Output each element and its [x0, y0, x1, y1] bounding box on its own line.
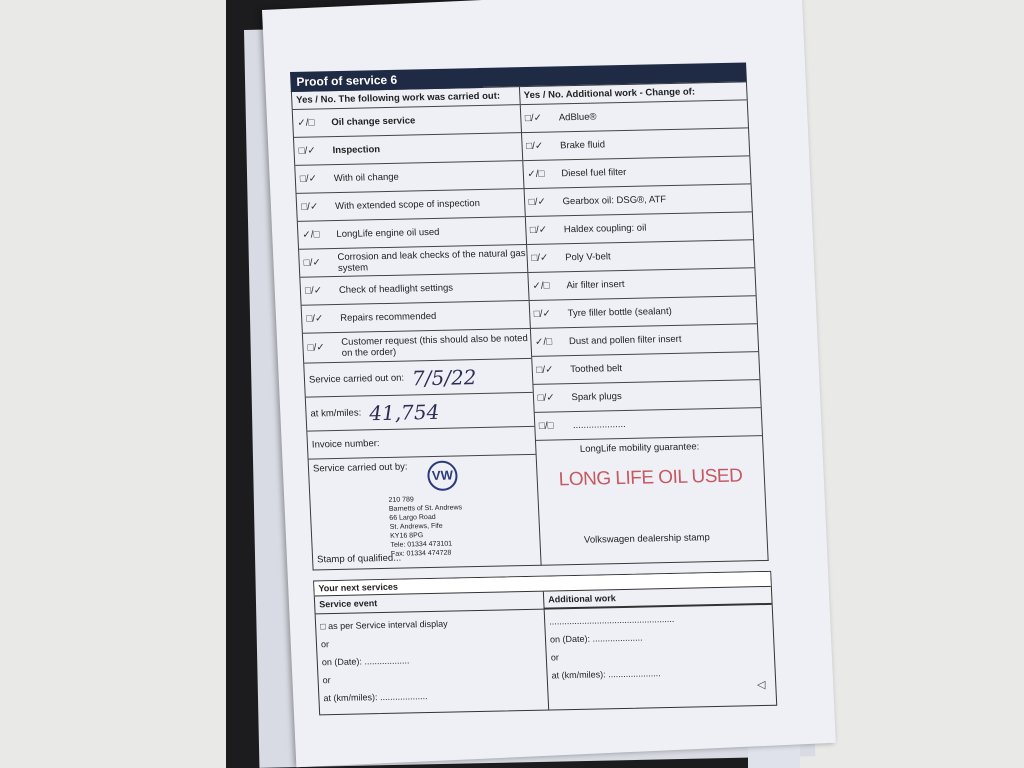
next-service-line: □ as per Service interval display: [319, 618, 448, 632]
right-header: Yes / No. Additional work - Change of:: [519, 82, 746, 105]
left-row-label: Oil change service: [331, 115, 416, 129]
right-row-label: Diesel fuel filter: [561, 166, 627, 180]
stamp-line: St. Andrews, Fife: [389, 522, 443, 531]
left-row-label: LongLife engine oil used: [336, 226, 440, 241]
dealership-stamp-label: Volkswagen dealership stamp: [583, 532, 710, 546]
additional-work-header: Additional work: [543, 587, 772, 610]
yes-no-checkbox[interactable]: ✓/□: [302, 229, 320, 241]
next-services-box: [313, 571, 777, 715]
stamp-line: 66 Largo Road: [389, 513, 436, 522]
right-row-label: Dust and pollen filter insert: [568, 333, 682, 348]
right-row-label: Poly V-belt: [564, 251, 611, 264]
mobility-cell: [535, 436, 767, 551]
stamp-line: Tele: 01334 473101: [390, 540, 453, 549]
right-row-label: Air filter insert: [566, 278, 625, 292]
yes-no-checkbox[interactable]: □/✓: [300, 201, 319, 213]
left-column: [291, 87, 540, 570]
yes-no-checkbox[interactable]: □/✓: [299, 173, 318, 185]
km-row: [306, 393, 534, 432]
vw-logo-icon: VW: [427, 460, 458, 491]
page-turn-arrow-icon: ◁: [757, 679, 766, 691]
yes-no-checkbox[interactable]: □/✓: [298, 145, 317, 157]
background-right: [800, 0, 1024, 768]
service-event-header: Service event: [315, 592, 544, 615]
stamp-line: Barnetts of St. Andrews: [388, 504, 463, 513]
left-row-label: Inspection: [332, 144, 381, 157]
yes-no-checkbox[interactable]: □/□: [538, 420, 554, 432]
right-row-label: Gearbox oil: DSG®, ATF: [562, 194, 667, 208]
stamp-qualified-label: Stamp of qualified...: [316, 552, 402, 566]
carried-out-by-label: Service carried out by:: [312, 461, 408, 475]
service-date-value: 7/5/22: [411, 364, 477, 390]
right-row-label: Brake fluid: [559, 139, 606, 152]
service-table: [291, 81, 769, 570]
dealer-stamp: [388, 494, 464, 558]
long-life-stamp: LONG LIFE OIL USED: [558, 465, 743, 491]
yes-no-checkbox[interactable]: □/✓: [537, 392, 556, 404]
next-service-line: at (km/miles): ...................: [323, 691, 428, 704]
km-label: at km/miles:: [310, 407, 362, 420]
yes-no-checkbox[interactable]: □/✓: [528, 196, 547, 208]
right-row-label: Spark plugs: [571, 391, 622, 404]
yes-no-checkbox[interactable]: ✓/□: [532, 280, 550, 292]
stamp-line: KY16 8PG: [390, 532, 424, 540]
next-service-line: at (km/miles): .....................: [551, 668, 661, 681]
yes-no-checkbox[interactable]: □/✓: [536, 364, 554, 376]
background-left: [0, 0, 226, 768]
next-service-line: on (Date): ..................: [321, 655, 410, 668]
right-row-label: AdBlue®: [558, 111, 597, 124]
mobility-label: LongLife mobility guarantee:: [579, 441, 700, 455]
proof-of-service-form: [290, 62, 775, 715]
service-event-cell: [316, 610, 549, 715]
yes-no-checkbox[interactable]: □/✓: [305, 313, 324, 325]
yes-no-checkbox[interactable]: □/✓: [524, 112, 543, 125]
service-date-row: [304, 359, 532, 398]
next-services-title: Your next services: [314, 572, 771, 597]
right-row-label: Haldex coupling: oil: [563, 222, 647, 236]
invoice-label: Invoice number:: [311, 438, 380, 451]
yes-no-checkbox[interactable]: ✓/□: [297, 117, 315, 129]
yes-no-checkbox[interactable]: ✓/□: [527, 168, 545, 181]
right-row-label: ....................: [572, 418, 626, 432]
left-header: Yes / No. The following work was carried out:: [292, 87, 519, 110]
service-date-label: Service carried out on:: [308, 372, 405, 386]
right-row-label: Toothed belt: [570, 363, 623, 376]
yes-no-checkbox[interactable]: ✓/□: [534, 336, 553, 348]
next-service-line: on (Date): ....................: [549, 632, 643, 645]
yes-no-checkbox[interactable]: □/✓: [525, 140, 544, 153]
stamp-line: Fax: 01334 474728: [390, 549, 452, 558]
right-row-label: Tyre filler bottle (sealant): [567, 305, 673, 320]
next-service-line: or: [550, 652, 560, 663]
left-row-label: Check of headlight settings: [338, 282, 454, 296]
next-service-line: or: [322, 675, 331, 686]
left-row-label: With oil change: [333, 171, 400, 185]
yes-no-checkbox[interactable]: □/✓: [530, 252, 549, 264]
yes-no-checkbox[interactable]: □/✓: [529, 224, 548, 236]
left-row-label: Customer request (this should also be noted on the order): [341, 332, 528, 359]
yes-no-checkbox[interactable]: □/✓: [303, 257, 322, 269]
left-row-label: Repairs recommended: [339, 310, 437, 324]
next-service-line: ..................................................: [548, 613, 675, 627]
right-column: [519, 82, 768, 565]
left-row: [303, 329, 531, 364]
additional-work-cell: [544, 605, 777, 710]
yes-no-checkbox[interactable]: □/✓: [304, 285, 323, 297]
left-row-label: With extended scope of inspection: [334, 198, 481, 213]
carried-out-by-cell: [309, 455, 541, 570]
yes-no-checkbox[interactable]: □/✓: [307, 342, 325, 354]
page-title: Proof of service 6: [290, 68, 483, 92]
km-value: 41,754: [368, 399, 440, 425]
left-row-label: Corrosion and leak checks of the natural gas system: [337, 247, 526, 274]
stamp-line: 210 789: [388, 496, 415, 504]
next-service-line: or: [320, 639, 330, 650]
yes-no-checkbox[interactable]: □/✓: [533, 308, 552, 320]
